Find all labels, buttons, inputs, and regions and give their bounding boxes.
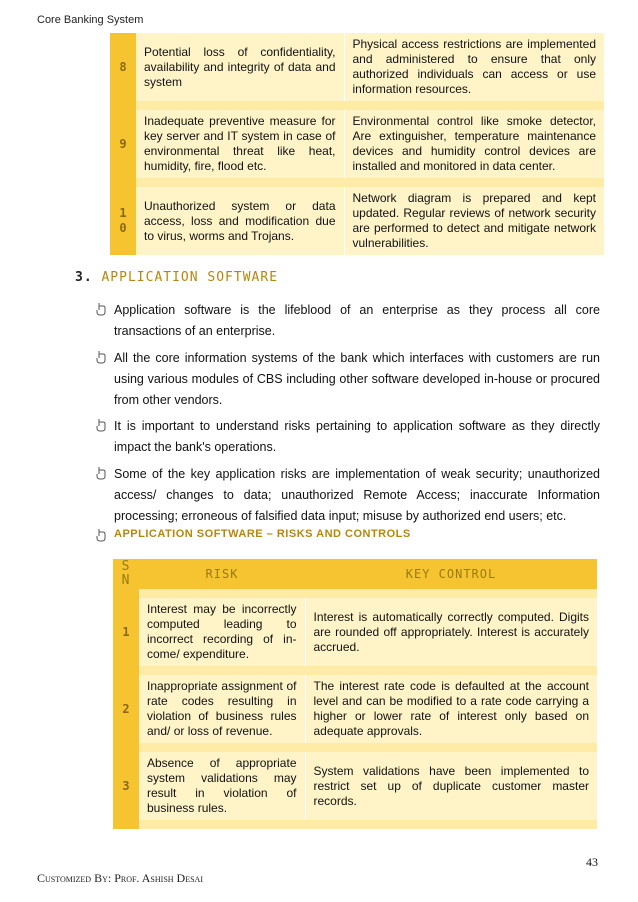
subsection-heading — [96, 528, 411, 540]
table-row — [110, 187, 604, 255]
table-row — [113, 675, 597, 743]
pointing-hand-icon — [96, 350, 106, 364]
bullet-item — [96, 300, 600, 342]
table-row — [110, 110, 604, 178]
control-cell: The interest rate code is defaulted at the account level and can be modified to a rate code carrying a higher or lower rate of interest only based on adequate approvals. — [305, 675, 597, 743]
page-number: 43 — [586, 855, 598, 869]
footer-credit: Customized By: Prof. Ashish Desai — [37, 871, 203, 885]
bullet-text: Application software is the lifeblood of an enterprise as they process all core transactions of an enterprise. — [114, 303, 600, 338]
row-spacer — [110, 101, 604, 110]
subsection-title: APPLICATION SOFTWARE – RISKS AND CONTROLS — [114, 528, 411, 540]
table-row — [113, 598, 597, 666]
row-number: 2 — [113, 675, 139, 743]
control-cell: System validations have been implemented to restrict set up of duplicate customer master records. — [305, 752, 597, 820]
risk-control-table-continued — [110, 33, 604, 255]
row-number: 1 0 — [110, 187, 136, 255]
application-risks-table — [113, 559, 597, 829]
row-number: 1 — [113, 598, 139, 666]
row-number: 9 — [110, 110, 136, 178]
section-title: APPLICATION SOFTWARE — [101, 270, 279, 285]
section-number: 3. — [75, 270, 93, 285]
control-cell: Environmental control like smoke detector, Are extinguisher, temperature maintenance devices and humidity control devices are installed and monitored in data center. — [344, 110, 604, 178]
pointing-hand-icon — [96, 528, 106, 542]
table-header-row — [113, 559, 597, 589]
header-risk: RISK — [139, 559, 305, 589]
row-spacer — [110, 178, 604, 187]
bullet-item — [96, 348, 600, 411]
risk-cell: Inappropriate assignment of rate codes resulting in violation of business rules and/ or loss of revenue. — [139, 675, 305, 743]
pointing-hand-icon — [96, 302, 106, 316]
control-cell: Interest is automatically correctly computed. Digits are rounded off appropriately. Interest is accurately accrued. — [305, 598, 597, 666]
running-header: Core Banking System — [37, 14, 144, 26]
row-spacer — [113, 666, 597, 675]
header-key-control: KEY CONTROL — [305, 559, 597, 589]
row-spacer — [113, 589, 597, 598]
bullet-text: It is important to understand risks pertaining to application software as they directly impact the bank's operations. — [114, 419, 600, 454]
section-heading — [75, 270, 278, 285]
control-cell: Network diagram is prepared and kept updated. Regular reviews of network security are performed to detect and mitigate network vulnerabilities. — [344, 187, 604, 255]
risk-cell: Potential loss of confidentiality, availability and integrity of data and system — [136, 33, 344, 101]
row-spacer — [113, 820, 597, 829]
risk-cell: Absence of appropriate system validations may result in violation of business rules. — [139, 752, 305, 820]
row-number: 8 — [110, 33, 136, 101]
risk-cell: Interest may be incorrectly computed leading to incorrect recording of in-come/ expenditure. — [139, 598, 305, 666]
header-sn: S N — [113, 559, 139, 589]
pointing-hand-icon — [96, 418, 106, 432]
risk-cell: Inadequate preventive measure for key server and IT system in case of environmental threat like heat, humidity, fire, flood etc. — [136, 110, 344, 178]
bullet-item — [96, 416, 600, 458]
row-number: 3 — [113, 752, 139, 820]
pointing-hand-icon — [96, 466, 106, 480]
bullet-item — [96, 464, 600, 527]
bullet-text: Some of the key application risks are implementation of weak security; unauthorized access/ changes to data; unauthorized Remote Access; inaccurate Information processing; erroneous of falsified data input; misuse by authorized end users; etc. — [114, 467, 600, 523]
risk-cell: Unauthorized system or data access, loss and modification due to virus, worms and Trojans. — [136, 187, 344, 255]
control-cell: Physical access restrictions are implemented and administered to ensure that only authorized individuals can access or use information resources. — [344, 33, 604, 101]
row-spacer — [113, 743, 597, 752]
table-row — [110, 33, 604, 101]
bullet-text: All the core information systems of the bank which interfaces with customers are run using various modules of CBS including other software developed in-house or procured from other vendors. — [114, 351, 600, 407]
table-row — [113, 752, 597, 820]
